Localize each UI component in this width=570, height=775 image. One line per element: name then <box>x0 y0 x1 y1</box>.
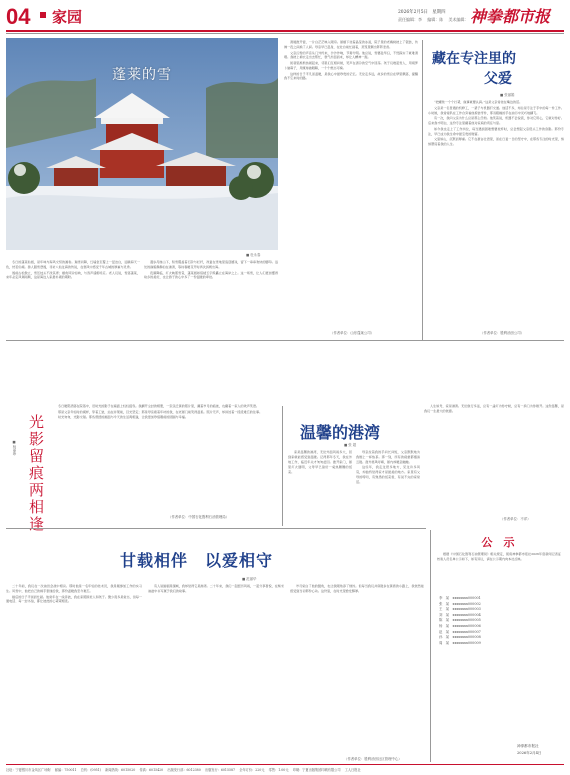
harbor-col-2 <box>356 450 420 526</box>
article-right-paragraph: 有一次，我问父亲为什么总是那么仔细。他笑着说，机器不会说谎，你对它用心，它就对你好。后来我才明白，这份专注里藏着他对家庭的责任与爱。 <box>428 116 564 125</box>
harbor-col-3 <box>424 404 564 514</box>
notice-item: 孙 某 xxxxxxxx000008 <box>439 635 481 640</box>
notice-box <box>430 530 565 762</box>
notice-signature-org: 神拳都市报社 <box>517 744 539 748</box>
paper-name-logo: 神拳都市报 <box>470 7 551 26</box>
harbor-paragraph: 人生如舟，家是港湾。无论航行多远，总有一盏灯为你守候，总有一扇门为你敞开。这份温馨，是我们一生最大的依靠。 <box>424 404 564 413</box>
bottom-article-title: 甘载相伴 以爱相守 <box>120 551 274 570</box>
harbor-col-1 <box>288 450 352 526</box>
article-left-col-2 <box>144 260 278 398</box>
header <box>0 0 570 36</box>
article-center-paragraph: 清晨推开窗，一片白茫茫映入眼帘。屋檐下挂着晶莹的冰凌，院子里的老槐树披上了银装，仿佛一夜之间换了人间。母亲早已起身，在灶台前忙碌着，蒸笼里飘出阵阵麦香。 <box>284 40 418 49</box>
footer-info: 社址：宁夏银川市金凤区广场街 邮编：750011 总机：(0951) 新闻热线：6015020 传真：6015420 出版发行部：6012380 出版发行：6015587 全年订价：220元 零售：1.00元 印刷：宁夏出版集团印刷有限公司 工人日报社 <box>6 768 361 772</box>
poem-paragraph: 冬日暖阳洒落在院落中，旧时光的影子在墙面上轻轻摇曳。我翻开尘封的相册，一张张泛黄的照片里，藏着岁月的痕迹，也藏着一家人的欢声笑语。 <box>58 404 260 408</box>
notice-item: 刘 某 xxxxxxxx000004 <box>439 612 481 617</box>
section-marker-icon <box>40 12 46 18</box>
section-title: 家园 <box>52 8 83 26</box>
article-left-paragraph: 冬日的蓬莱仙阁，是年味与海风交织的画卷。瑞雪初降，红墙金瓦覆上一层洁白，远眺海天一色，恍若仙境。游人踏雪登阁，寻访八仙过海的传说，在寒风中感受千年古城的厚重与灵秀。 <box>6 260 140 269</box>
snow-photo <box>6 38 278 250</box>
notice-list <box>439 596 559 646</box>
notice-item: 陈 某 xxxxxxxx000005 <box>439 618 481 623</box>
article-center-paragraph: 街巷里渐渐热闹起来，邻里们互相问候，笑声在清冷的空气中回荡。孩子们堆起雪人，用胡萝卜做鼻子，用煤球做眼睛，一个个憨态可掬。 <box>284 61 418 70</box>
header-rule-thin <box>6 33 564 34</box>
photo-title: 蓬莱的雪 <box>112 67 172 83</box>
article-center-paragraph: 这样的日子平凡而温暖，是我心中最珍贵的记忆。无论走多远，故乡的雪总在梦里飘落，提醒我不忘来时的路。 <box>284 71 418 81</box>
article-right-top-body <box>428 100 564 328</box>
bottom-paragraph: 二十年前，我们在一次油田会战中相识。那时他是一名年轻的技术员，我是刚参加工作的实习生。风雪中，他把自己的棉手套递给我，那份温暖我至今难忘。 <box>6 584 142 593</box>
harbor-paragraph: 家是温馨的港湾，无论外面风雨多大，回到家就能感受到温暖。记得那年冬天，我在外地工作，临近年关才匆匆赶回。推开家门，屋里灯火通明，父母早已备好一桌热腾腾的饭菜。 <box>288 450 352 474</box>
article-left-paragraph: 漫步丹崖山下，积雪覆盖着石阶与栏杆，孩童在雪地里追逐嬉戏，留下一串串欢快的脚印。远处的渔船静静泊在港湾，等待春暖花开时再次扬帆出海。 <box>144 260 278 269</box>
article-right-paragraph: 父爱如山，沉默而厚重。它不在豪言壮语里，而在日复一日的坚守中，在那些专注的时光里，悄悄塑造着我的人生。 <box>428 137 564 146</box>
header-editors: 责任编辑：李 编辑：陈 美术编辑： <box>398 17 469 22</box>
bottom-col-2 <box>148 584 284 760</box>
page-number: 04 <box>6 4 31 29</box>
notice-intro: 根据《中国石化胜利石油管理局》相关规定，现将神拳都市报社2026年度新闻记者证核验人员名单公示如下，如有异议，请在公示期内向本社反映。 <box>437 552 561 561</box>
notice-item: 杨 某 xxxxxxxx000006 <box>439 623 481 628</box>
notice-item: 周 某 xxxxxxxx000009 <box>439 640 481 645</box>
notice-signature-date: 2026年2月4日 <box>517 751 542 755</box>
header-date: 2026年2月5日 星期四 <box>398 10 446 15</box>
section-divider <box>6 528 426 529</box>
notice-item: 张 某 xxxxxxxx000002 <box>439 601 481 606</box>
poem-body <box>52 404 278 510</box>
article-right-title-line-1: 藏在专注里的 <box>432 51 516 67</box>
bottom-paragraph: 有人说婚姻是围城，我却觉得它是港湾。二十年来，我们一起经历风雨，一起分享喜悦，在柴米油盐中书写属于我们的故事。 <box>148 584 284 593</box>
footer-rule <box>6 764 564 765</box>
header-rule <box>6 30 564 32</box>
harbor-byline: ■ 张 超 <box>344 443 357 447</box>
article-left-paragraph: 阁前古松傲立，雪压枝头不改其青；檐角风铃轻响，与涛声遥相呼应。老人们说，雪落蓬莱，来年必定风调雨顺，这是海边人家最朴素的期盼。 <box>6 270 140 280</box>
bottom-paragraph: 岁月染白了他的鬓角，也让我眼角添了细纹。但每当我们并肩散步在黄昏的小路上，我依然能感受到当初那份心动。这份爱，在时光里愈发醇厚。 <box>290 584 424 593</box>
notice-item: 赵 某 xxxxxxxx000007 <box>439 629 481 634</box>
poem-paragraph: 时光匆匆，光影交错。那些曾经的画面与今天的生活两相逢，让我更加珍惜眼前的团圆与幸福。 <box>58 415 188 420</box>
article-right-byline: ■ 张丽娟 <box>500 93 515 97</box>
notice-item: 李 某 xxxxxxxx000001 <box>439 596 481 600</box>
poem-title-vertical: 光影留痕两相逢 <box>27 414 45 533</box>
photo-caption: ■ 杜永春 <box>246 253 261 257</box>
article-left-paragraph: 夜幕降临，灯火映照雪景，蓬莱阁如琼楼玉宇般矗立在海岸之上。这一场雪，让人们更加懂得故乡的美好，也让游子的心中多了一份温暖的牵挂。 <box>144 270 278 280</box>
column-divider <box>422 40 423 340</box>
article-left-col-1 <box>6 260 140 398</box>
notice-title: 公 示 <box>481 536 515 549</box>
poem-byline: ■ 杨丽珍 <box>12 440 16 456</box>
article-center-top <box>284 40 418 328</box>
article-right-paragraph: 如今我也走上了工作岗位，每当遇到困难想要放弃时，总会想起父亲低头工作的身影。那份专注，早已成为我生命中最宝贵的财富。 <box>428 126 564 136</box>
article-center-signature: （作者单位：山东蓬莱公司） <box>330 331 375 335</box>
bottom-paragraph: 婚后的日子平淡而忙碌。他常年在一线奔波，我在家照顾老人和孩子。聚少离多是常态，但每一通电话、每一封书信，都让彼此的心紧紧相连。 <box>6 594 142 604</box>
bottom-article-byline: ■ 范丽华 <box>242 577 257 581</box>
section-divider <box>6 340 564 341</box>
article-center-paragraph: 父亲扫雪的声音从门外传来，沙沙作响，节奏分明。他总说，雪要趁早扫，不然踩实了就难清理。我披上棉衣走出去帮忙，寒气扑面而来，却让人精神一振。 <box>284 50 418 60</box>
article-right-paragraph: “把螺丝一个个拧紧，做事就要认真。”这是父亲常挂在嘴边的话。 <box>434 100 523 104</box>
poem-paragraph: 那是父亲年轻时的模样，穿着工装，站在井架前，目光坚定；那是母亲抱着年幼的我，在老屋门前笑得温柔。照片无声，却讲述着一段段难忘的往事。 <box>58 409 263 414</box>
bottom-col-3 <box>290 584 424 752</box>
column-divider <box>282 406 283 526</box>
article-right-signature: （作者单位：胜利油田公司） <box>480 331 525 335</box>
poem-signature: （作者单位：中国石化胜利石油管理局） <box>168 515 230 519</box>
bottom-article-signature: （作者单位：胜利油田社区管理中心） <box>344 757 402 761</box>
harbor-signature: （作者单位：不详） <box>500 517 531 521</box>
harbor-paragraph: 这些年，我走过很多地方，见过许多风景，却始终觉得家才是最美的地方。家里有父母的唠叨，有熟悉的饭菜香，有说不完的家常话。 <box>356 465 420 485</box>
article-right-paragraph: 父亲是一名普通的机修工，一辈子与机器打交道。他话不多，却总是专注于手中的每一件工作。小时候，我常常趴在工作台旁看他拆装零件，那双粗糙的手在油污中灵巧地翻飞。 <box>428 105 564 115</box>
article-right-title-line-2: 父爱 <box>484 71 512 87</box>
harbor-paragraph: 母亲拉着我的手问长问短，父亲默默地为我倒上一杯热茶。那一刻，所有的疲惫都烟消云散。窗外寒风呼啸，屋内却暖意融融。 <box>356 450 420 464</box>
bottom-col-1 <box>6 584 142 760</box>
harbor-title: 温馨的港湾 <box>300 423 381 442</box>
notice-item: 王 某 xxxxxxxx000003 <box>439 607 481 612</box>
